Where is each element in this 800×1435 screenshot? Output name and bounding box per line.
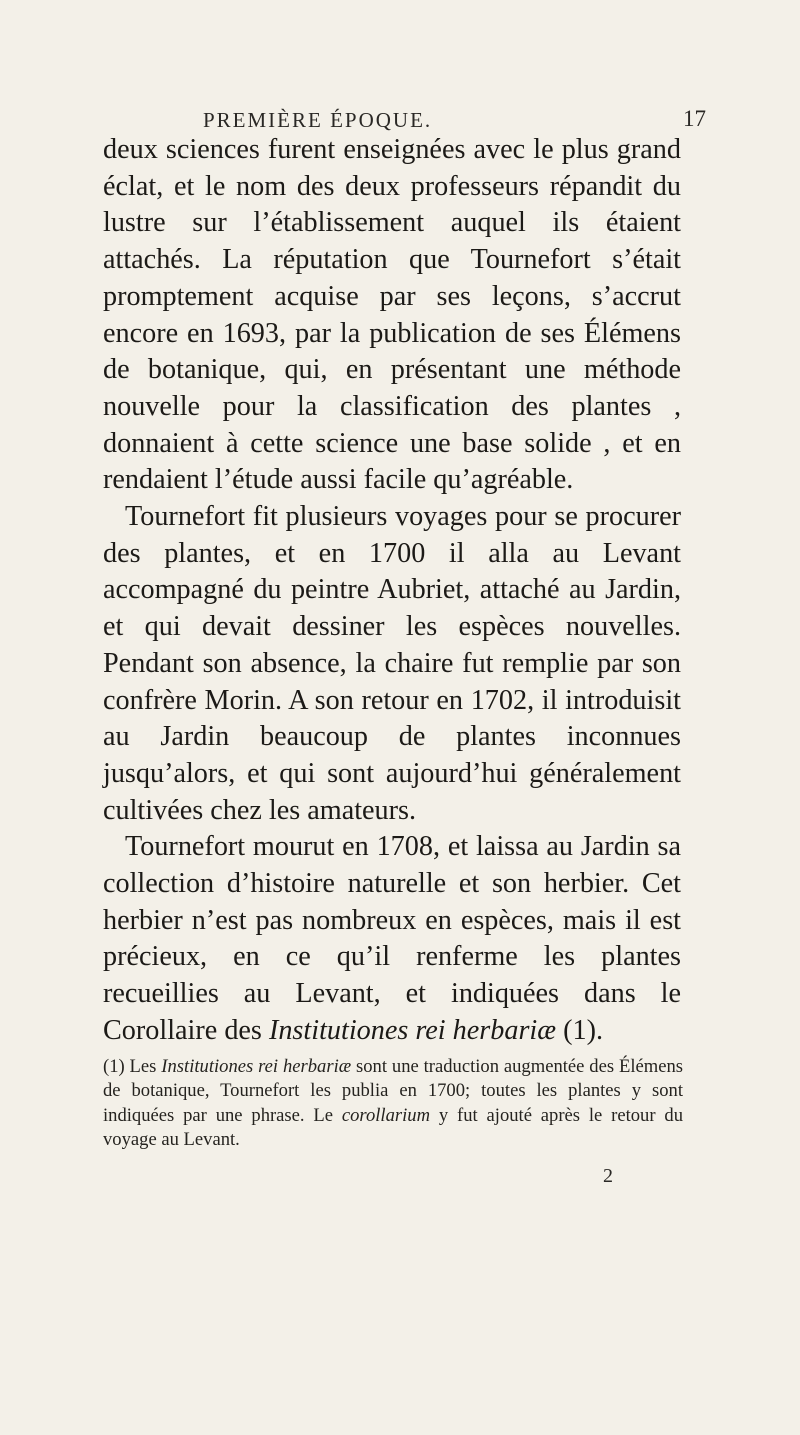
body-text — [103, 132, 681, 1050]
footnote-italic-corollarium: corollarium — [341, 1104, 431, 1126]
page-number: 17 — [683, 106, 706, 131]
signature-mark: 2 — [603, 1165, 613, 1187]
paragraph-3-end: (1). — [556, 1014, 604, 1046]
footnote-text — [103, 1055, 683, 1153]
footnote-middle: sont une traduction augmentée des Élémens de botanique, Tournefort les publia en 1700; toutes les plantes y sont indiquées par une phrase. Le — [103, 1056, 683, 1126]
paragraph-3-italic-title: Institutiones rei herbariæ — [268, 1014, 557, 1046]
footnote-end: y fut ajouté après le retour du voyage au Levant. — [103, 1104, 683, 1151]
footnote — [103, 1055, 683, 1153]
footnote-start: (1) Les — [103, 1056, 162, 1077]
paragraph-3 — [103, 829, 681, 1049]
footnote-italic-title: Institutiones rei herbariæ — [161, 1056, 352, 1077]
running-head: PREMIÈRE ÉPOQUE. — [203, 108, 433, 132]
paragraph-2: Tournefort fit plusieurs voyages pour se procurer des plantes, et en 1700 il alla au Levant accompagné du peintre Aubriet, attaché au Jardin, et qui devait dessiner les espèces nouvelles. Pendant son absence, la chaire fut remplie par son confrère Morin. A son retour en 1702, il introduisit au Jardin beaucoup de plantes inconnues jusqu’alors, et qui sont aujourd’hui généralement cultivées chez les amateurs. — [103, 501, 681, 826]
paragraph-1: deux sciences furent enseignées avec le plus grand éclat, et le nom des deux professeurs répandit du lustre sur l’établissement auquel ils étaient attachés. La réputation que Tournefort s’était promptement acquise par ses leçons, s’accrut encore en 1693, par la publication de ses Élémens de botanique, qui, en présentant une méthode nouvelle pour la classification des plantes , donnaient à cette science une base solide , et en rendaient l’étude aussi facile qu’agréable. — [103, 134, 681, 496]
paragraph-3-start: Tournefort mourut en 1708, et laissa au Jardin sa collection d’histoire naturelle et son herbier. Cet herbier n’est pas nombreux en espèces, mais il est précieux, en ce qu’il renferme les plantes recueillies au Levant, et indiquées dans le Corollaire des — [103, 831, 681, 1046]
